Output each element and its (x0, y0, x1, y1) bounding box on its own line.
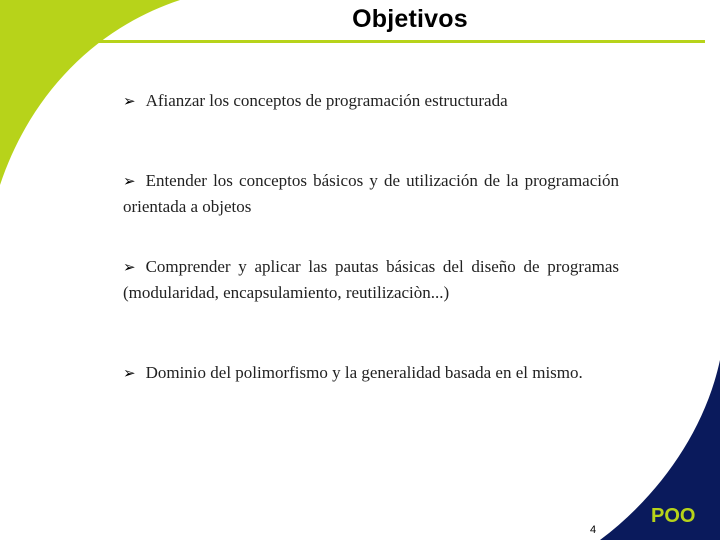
page-number: 4 (590, 524, 597, 536)
arrowhead-bullet-icon: ➢ (123, 258, 136, 276)
bullet-item (123, 254, 619, 305)
bullet-item (123, 168, 619, 219)
bullet-item (123, 88, 619, 114)
arrowhead-bullet-icon: ➢ (123, 364, 136, 382)
slide-title: Objetivos (352, 5, 468, 33)
arrowhead-bullet-icon: ➢ (123, 92, 136, 110)
title-underline (96, 40, 705, 43)
arrowhead-bullet-icon: ➢ (123, 172, 136, 190)
bullet-text: Afianzar los conceptos de programación estructurada (145, 91, 508, 110)
bullet-text: Comprender y aplicar las pautas básicas del diseño de programas (modularidad, encapsulamiento, reutilizaciòn...) (123, 257, 619, 302)
bullet-text: Dominio del polimorfismo y la generalidad basada en el mismo. (145, 363, 583, 382)
bullet-text: Entender los conceptos básicos y de utilización de la programación orientada a objetos (123, 171, 619, 216)
brand-label: POO (651, 505, 696, 527)
bullet-item (123, 360, 619, 386)
